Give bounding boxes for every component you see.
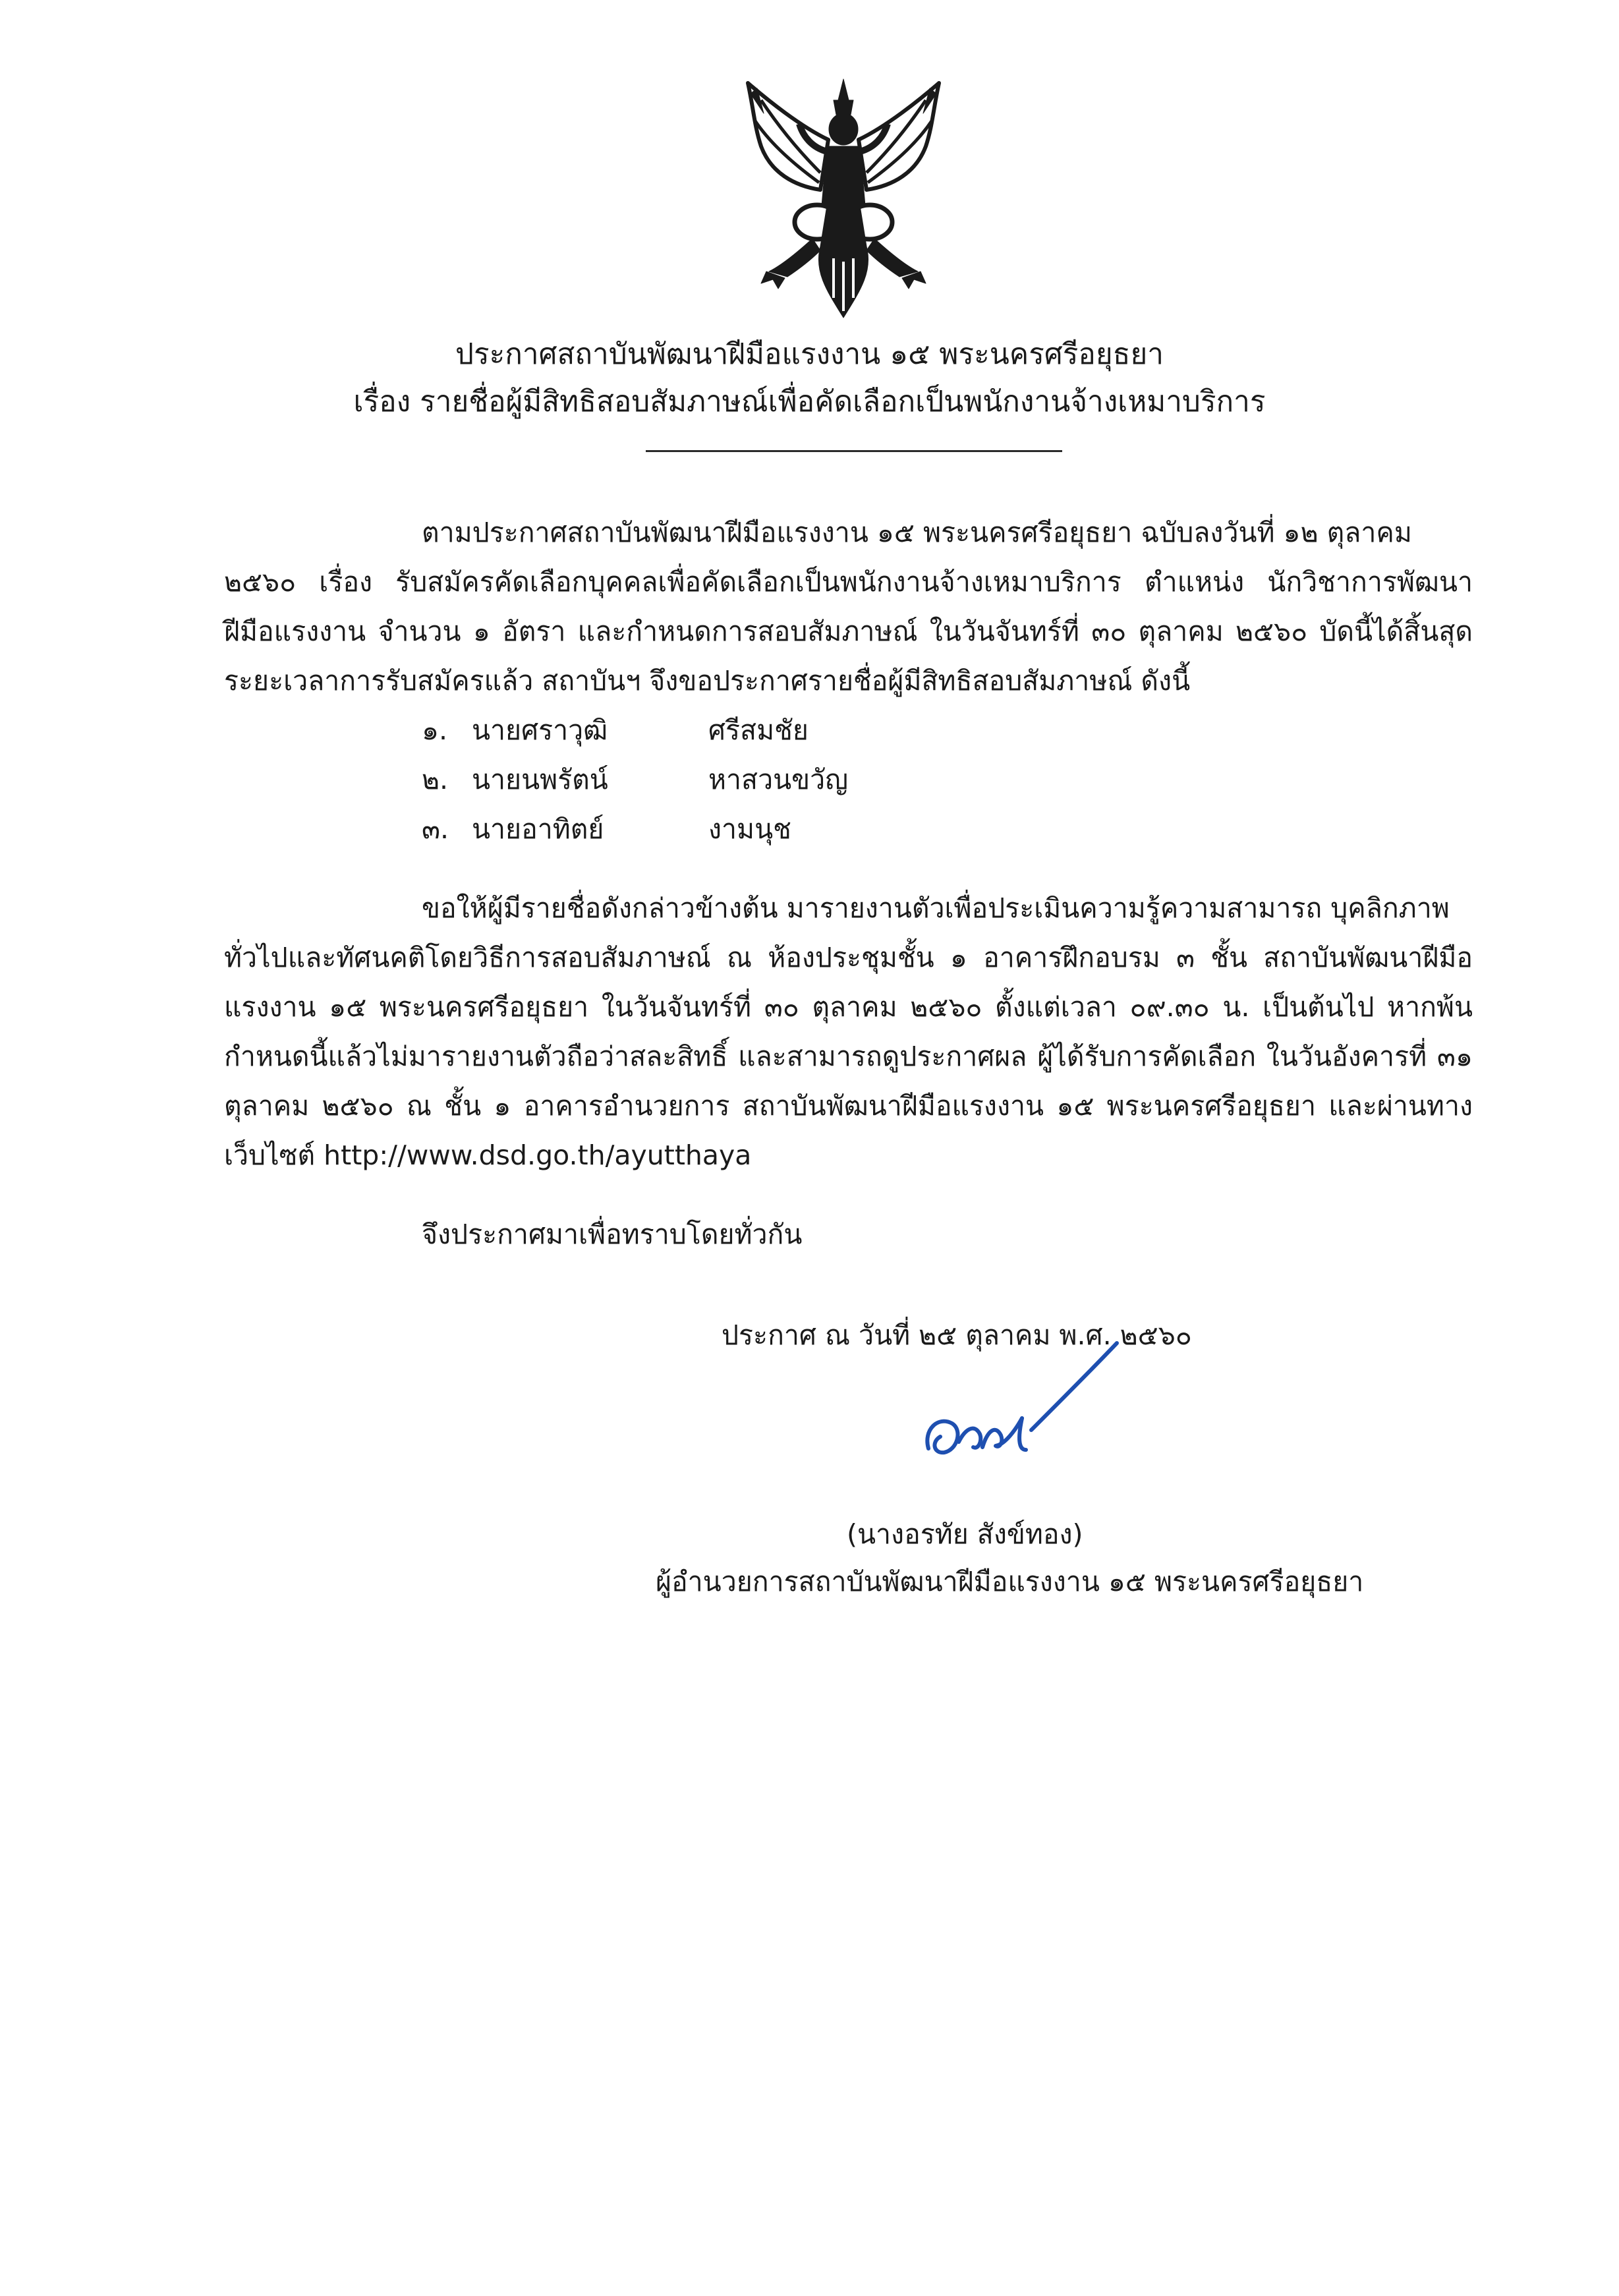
candidate-number: ๓. bbox=[422, 813, 449, 845]
paragraph-2-line-1: ขอให้ผู้มีรายชื่อดังกล่าวข้างต้น มารายงานตัวเพื่อประเมินความรู้ความสามารถ บุคลิกภาพ bbox=[422, 892, 1450, 924]
announcement-title: ประกาศสถาบันพัฒนาฝีมือแรงงาน ๑๕ พระนครศรีอยุธยา bbox=[455, 337, 1164, 371]
signer-title: ผู้อำนวยการสถาบันพัฒนาฝีมือแรงงาน ๑๕ พระนครศรีอยุธยา bbox=[656, 1566, 1364, 1597]
paragraph-2-line-5: ตุลาคม ๒๕๖๐ ณ ชั้น ๑ อาคารอำนวยการ สถาบันพัฒนาฝีมือแรงงาน ๑๕ พระนครศรีอยุธยา และผ่านทาง bbox=[224, 1090, 1473, 1122]
announcement-date: ประกาศ ณ วันที่ ๒๕ ตุลาคม พ.ศ. ๒๕๖๐ bbox=[722, 1319, 1192, 1351]
paragraph-2-line-3: แรงงาน ๑๕ พระนครศรีอยุธยา ในวันจันทร์ที่ ๓๐ ตุลาคม ๒๕๖๐ ตั้งแต่เวลา ๐๙.๓๐ น. เป็นต้นไป หากพ้น bbox=[224, 991, 1473, 1023]
paragraph-2-line-4: กำหนดนี้แล้วไม่มารายงานตัวถือว่าสละสิทธิ์ และสามารถดูประกาศผล ผู้ได้รับการคัดเลือก ในวันอังคารที่ ๓๑ bbox=[224, 1041, 1473, 1072]
candidate-first-name: นายอาทิตย์ bbox=[472, 813, 604, 845]
paragraph-1-line-2: ๒๕๖๐ เรื่อง รับสมัครคัดเลือกบุคคลเพื่อคัดเลือกเป็นพนักงานจ้างเหมาบริการ ตำแหน่ง นักวิชาการพัฒนา bbox=[224, 566, 1473, 598]
closing-statement: จึงประกาศมาเพื่อทราบโดยทั่วกัน bbox=[422, 1219, 803, 1250]
paragraph-2-line-2: ทั่วไปและทัศนคติโดยวิธีการสอบสัมภาษณ์ ณ ห้องประชุมชั้น ๑ อาคารฝึกอบรม ๓ ชั้น สถาบันพัฒนาฝีมือ bbox=[224, 942, 1473, 973]
signer-name: (นางอรทัย สังข์ทอง) bbox=[847, 1518, 1083, 1550]
paragraph-1-line-1: ตามประกาศสถาบันพัฒนาฝีมือแรงงาน ๑๕ พระนครศรีอยุธยา ฉบับลงวันที่ ๑๒ ตุลาคม bbox=[422, 517, 1412, 548]
announcement-subject: เรื่อง รายชื่อผู้มีสิทธิสอบสัมภาษณ์เพื่อคัดเลือกเป็นพนักงานจ้างเหมาบริการ bbox=[353, 385, 1266, 418]
candidate-last-name: งามนุช bbox=[708, 813, 791, 845]
candidate-last-name: ศรีสมชัย bbox=[708, 714, 809, 746]
title-divider bbox=[646, 450, 1062, 452]
paragraph-2-line-6-website: เว็บไซต์ http://www.dsd.go.th/ayutthaya bbox=[224, 1139, 752, 1171]
paragraph-1-line-4: ระยะเวลาการรับสมัครแล้ว สถาบันฯ จึงขอประกาศรายชื่อผู้มีสิทธิสอบสัมภาษณ์ ดังนี้ bbox=[224, 665, 1191, 697]
paragraph-1-line-3: ฝีมือแรงงาน จำนวน ๑ อัตรา และกำหนดการสอบสัมภาษณ์ ในวันจันทร์ที่ ๓๐ ตุลาคม ๒๕๖๐ บัดนี้ได้สิ้นสุด bbox=[224, 616, 1473, 647]
candidate-number: ๑. bbox=[422, 714, 448, 746]
candidate-first-name: นายศราวุฒิ bbox=[472, 714, 608, 746]
candidate-number: ๒. bbox=[422, 764, 449, 795]
candidate-last-name: หาสวนขวัญ bbox=[708, 764, 849, 795]
candidate-first-name: นายนพรัตน์ bbox=[472, 764, 608, 795]
garuda-emblem-icon bbox=[735, 74, 952, 324]
handwritten-signature bbox=[919, 1331, 1137, 1503]
